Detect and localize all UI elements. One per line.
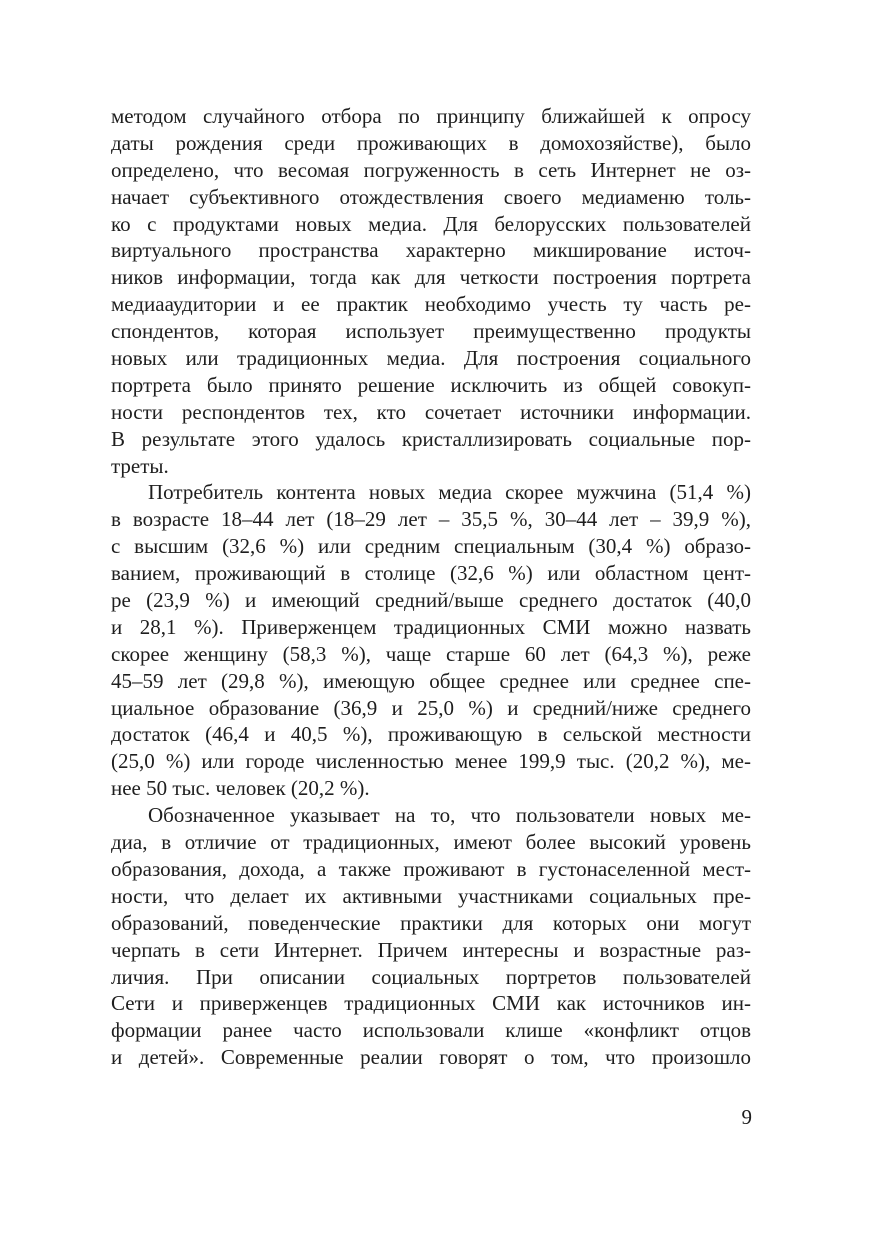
text-line: скорее женщину (58,3 %), чаще старше 60 лет (64,3 %), реже <box>111 641 751 666</box>
text-line: медиааудитории и ее практик необходимо учесть ту часть ре- <box>111 292 751 317</box>
text-line: портрета было принято решение исключить из общей совокуп- <box>111 372 751 397</box>
text-line: даты рождения среди проживающих в домохозяйстве), было <box>111 130 751 155</box>
text-line: образований, поведенческие практики для которых они могут <box>111 910 751 935</box>
text-line: ко с продуктами новых медиа. Для белорусских пользователей <box>111 211 751 236</box>
text-line: и детей». Современные реалии говорят о том, что произошло <box>111 1045 751 1070</box>
text-line: Потребитель контента новых медиа скорее мужчина (51,4 %) <box>148 480 751 505</box>
text-line: личия. При описании социальных портретов пользователей <box>111 964 751 989</box>
text-line: в возрасте 18–44 лет (18–29 лет – 35,5 %, 30–44 лет – 39,9 %), <box>111 507 751 532</box>
text-line: ванием, проживающий в столице (32,6 %) или областном цент- <box>111 561 751 586</box>
text-line: формации ранее часто использовали клише «конфликт отцов <box>111 1018 751 1043</box>
text-line: новых или традиционных медиа. Для построения социального <box>111 346 751 371</box>
text-line: виртуального пространства характерно микширование источ- <box>111 238 751 263</box>
text-line: методом случайного отбора по принципу ближайшей к опросу <box>111 104 751 128</box>
paragraph-1 <box>111 103 751 479</box>
text-line: начает субъективного отождествления своего медиаменю толь- <box>111 184 751 209</box>
text-line: Сети и приверженцев традиционных СМИ как источников ин- <box>111 991 751 1016</box>
text-line: с высшим (32,6 %) или средним специальным (30,4 %) образо- <box>111 534 751 559</box>
text-line: циальное образование (36,9 и 25,0 %) и средний/ниже среднего <box>111 695 751 720</box>
text-line: 45–59 лет (29,8 %), имеющую общее среднее или среднее спе- <box>111 668 751 693</box>
main-text <box>111 103 751 1071</box>
text-line: ников информации, тогда как для четкости построения портрета <box>111 265 751 290</box>
page-number: 9 <box>741 1105 752 1129</box>
text-line: и 28,1 %). Приверженцем традиционных СМИ можно назвать <box>111 614 751 639</box>
text-line: нее 50 тыс. человек (20,2 %). <box>111 776 370 801</box>
text-line: ности респондентов тех, кто сочетает источники информации. <box>111 399 751 424</box>
text-line: В результате этого удалось кристаллизировать социальные пор- <box>111 426 751 451</box>
text-line: образования, дохода, а также проживают в густонаселенной мест- <box>111 856 751 881</box>
text-line: ности, что делает их активными участниками социальных пре- <box>111 883 751 908</box>
text-line: спондентов, которая использует преимущественно продукты <box>111 319 751 344</box>
text-line: определено, что весомая погруженность в сеть Интернет не оз- <box>111 157 751 182</box>
paragraph-3 <box>111 802 751 1071</box>
text-line: треты. <box>111 453 169 478</box>
text-line: ре (23,9 %) и имеющий средний/выше среднего достаток (40,0 <box>111 588 751 613</box>
text-line: диа, в отличие от традиционных, имеют более высокий уровень <box>111 830 751 855</box>
page-body <box>111 103 751 1071</box>
paragraph-2 <box>111 479 751 802</box>
text-line: (25,0 %) или городе численностью менее 199,9 тыс. (20,2 %), ме- <box>111 749 751 774</box>
text-line: Обозначенное указывает на то, что пользователи новых ме- <box>148 803 751 828</box>
text-line: достаток (46,4 и 40,5 %), проживающую в сельской местности <box>111 722 751 747</box>
text-line: черпать в сети Интернет. Причем интересны и возрастные раз- <box>111 937 751 962</box>
